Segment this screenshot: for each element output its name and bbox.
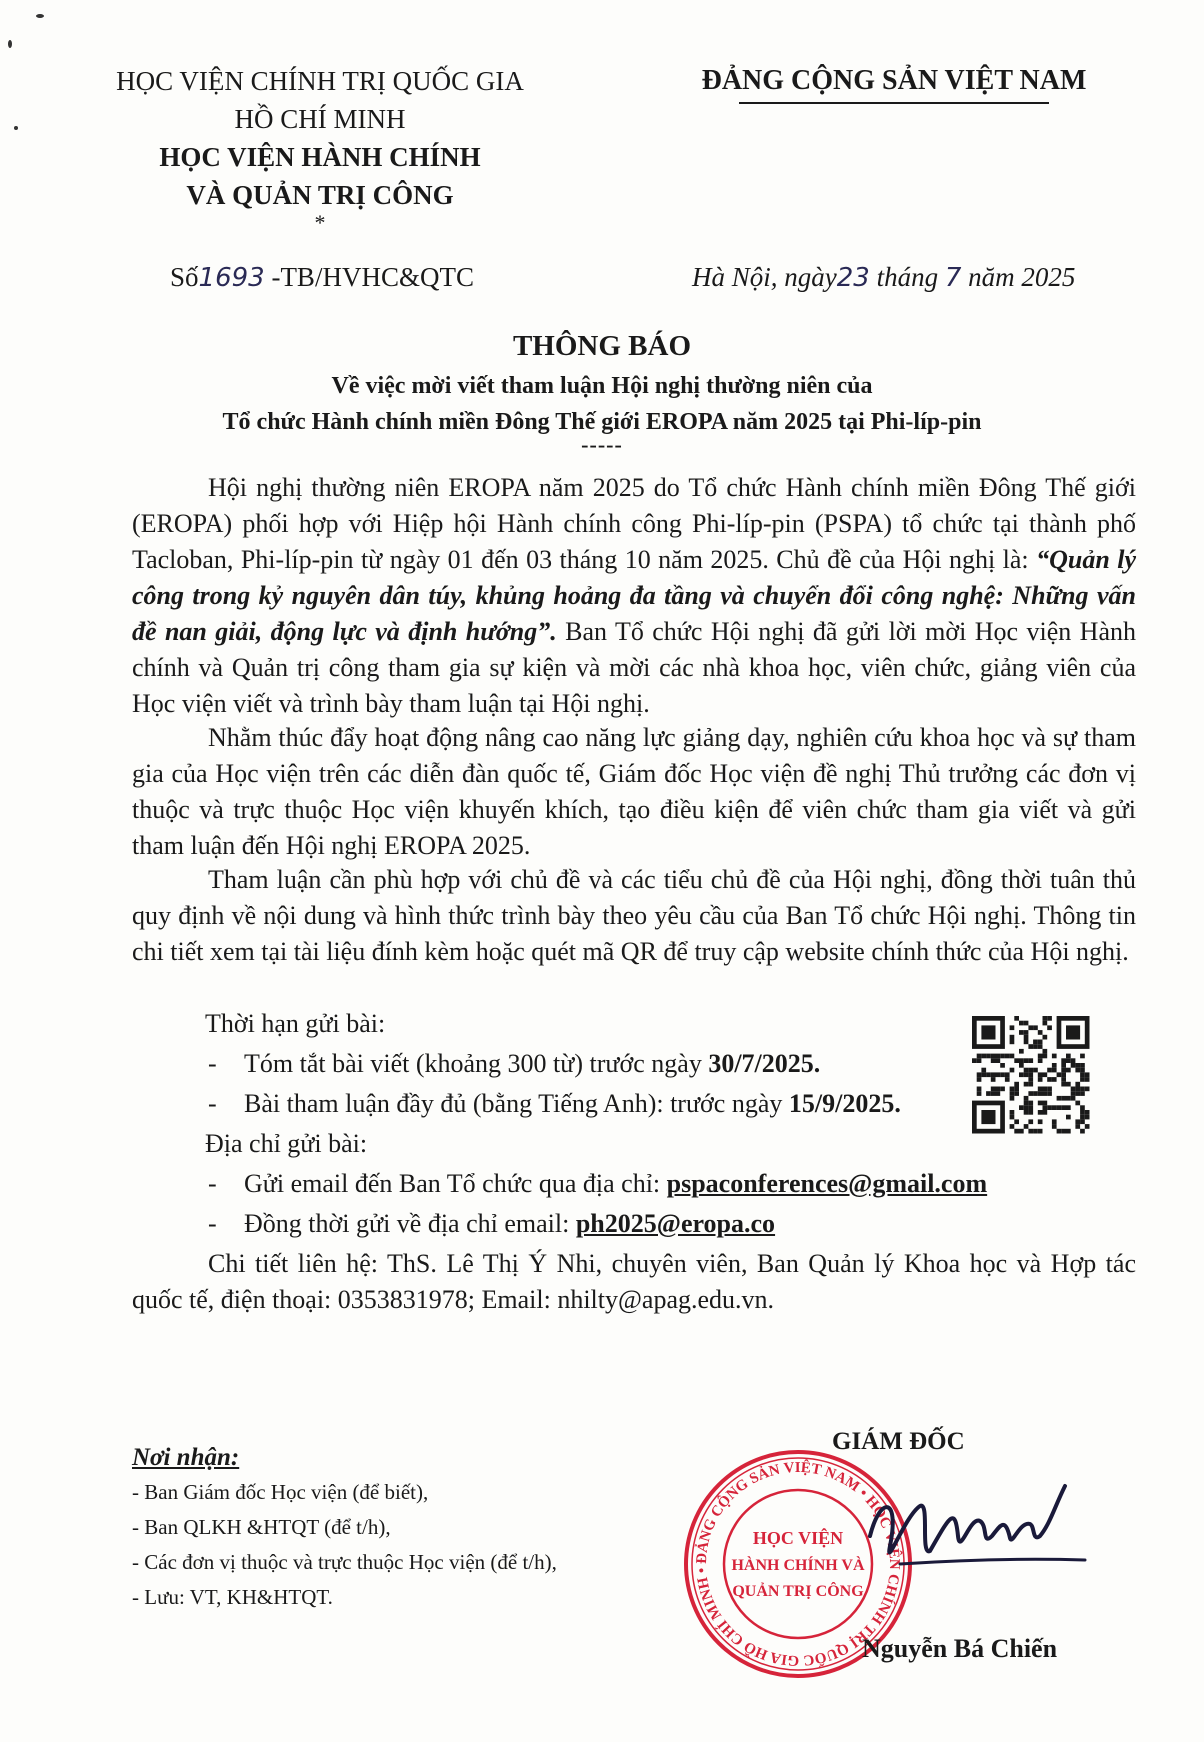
scan-speck [36, 14, 44, 18]
party-title-underline [739, 102, 1049, 104]
issuing-agency-block [110, 62, 530, 235]
party-header [664, 62, 1124, 104]
handwritten-signature-icon [860, 1476, 1090, 1586]
deadline-text: Tóm tắt bài viết (khoảng 300 từ) trước ngày [244, 1049, 709, 1078]
bullet-marker: - [208, 1089, 217, 1118]
email-link[interactable]: pspaconferences@gmail.com [666, 1169, 988, 1198]
subject-line-1: Về việc mời viết tham luận Hội nghị thường niên của [331, 373, 873, 399]
party-title: ĐẢNG CỘNG SẢN VIỆT NAM [701, 65, 1087, 96]
recipients-block [132, 1440, 557, 1615]
address-text: Gửi email đến Ban Tổ chức qua địa chỉ: [244, 1169, 667, 1198]
addresses-label: Địa chỉ gửi bài: [205, 1129, 368, 1158]
intro-text-cont: Ban Tổ chức Hội nghị đã gửi lời mời Học viện Hành chính và Quản trị công tham gia sự kiện và mời các nhà khoa học, viên chức, giảng viên của Học viện viết và trình bày tham luận tại Hội nghị. [132, 617, 1137, 718]
recipient-item: - Lưu: VT, KH&HTQT. [132, 1585, 333, 1609]
seal-line-1: HỌC VIỆN [752, 1528, 844, 1548]
bullet-marker: - [208, 1049, 217, 1078]
agency-parent-name-cont: HỒ CHÍ MINH [234, 104, 406, 134]
recipients-label: Nơi nhận: [132, 1444, 240, 1471]
doc-number-handwritten: 1693 [198, 263, 265, 293]
contact-paragraph: Chi tiết liên hệ: ThS. Lê Thị Ý Nhi, chuyên viên, Ban Quản lý Khoa học và Hợp tác quốc tế, điện thoại: 0353831978; Email: nhilty@apag.edu.vn. [132, 1249, 1136, 1314]
date-prefix: Hà Nội, ngày [692, 262, 837, 292]
document-title: THÔNG BÁO [512, 330, 692, 362]
seal-line-2: HÀNH CHÍNH VÀ [731, 1557, 865, 1574]
address-text: Đồng thời gửi về địa chỉ email: [244, 1209, 576, 1238]
paragraph-encouragement: Nhằm thúc đẩy hoạt động nâng cao năng lực giảng dạy, nghiên cứu khoa học và sự tham gia của Học viện trên các diễn đàn quốc tế, Giám đốc Học viện đề nghị Thủ trưởng các đơn vị thuộc và trực thuộc Học viện khuyến khích, tạo điều kiện để viên chức tham gia viết và gửi tham luận đến Hội nghị EROPA 2025. [132, 723, 1136, 860]
document-number [170, 262, 474, 293]
recipient-item: - Ban Giám đốc Học viện (để biết), [132, 1480, 429, 1504]
address-item [208, 1166, 987, 1202]
seal-ring-text: ĐẢNG CỘNG SẢN VIỆT NAM • HỌC VIỆN CHÍNH TRỊ QUỐC GIA HỒ CHÍ MINH • [693, 1459, 903, 1669]
signer-position: GIÁM ĐỐC [832, 1428, 965, 1455]
deadline-date: 30/7/2025. [708, 1049, 821, 1078]
seal-line-3: QUẢN TRỊ CÔNG [732, 1583, 864, 1600]
recipient-item: - Ban QLKH &HTQT (để t/h), [132, 1515, 391, 1539]
date-month-label: tháng [869, 262, 945, 292]
agency-parent-name: HỌC VIỆN CHÍNH TRỊ QUỐC GIA [116, 66, 524, 96]
email-link[interactable]: ph2025@eropa.co [575, 1209, 776, 1238]
deadline-date: 15/9/2025. [788, 1089, 901, 1118]
bullet-marker: - [208, 1169, 217, 1198]
deadline-text: Bài tham luận đầy đủ (bằng Tiếng Anh): trước ngày [244, 1089, 789, 1118]
conference-theme: “Quản lý công trong kỷ nguyên dân túy, khủng hoảng đa tầng và chuyển đổi công nghệ: Những vấn đề nan giải, động lực và định hướng”. [132, 545, 1136, 646]
scan-speck [14, 126, 18, 130]
deadline-item [208, 1086, 901, 1122]
date-day: 23 [836, 263, 870, 293]
deadlines-label: Thời hạn gửi bài: [205, 1009, 386, 1038]
bullet-marker: - [208, 1209, 217, 1238]
doc-number-prefix: Số [170, 262, 199, 292]
document-subject [0, 368, 1204, 440]
paragraph-intro [132, 470, 1136, 722]
agency-name: HỌC VIỆN HÀNH CHÍNH [159, 142, 481, 172]
header-star: * [314, 210, 326, 235]
doc-number-suffix: -TB/HVHC&QTC [264, 262, 474, 292]
recipients-list [132, 1475, 557, 1615]
qr-code-icon[interactable] [972, 1016, 1094, 1134]
paragraph-requirements: Tham luận cần phù hợp với chủ đề và các tiểu chủ đề của Hội nghị, đồng thời tuân thủ quy định về nội dung và hình thức trình bày theo yêu cầu của Ban Tổ chức Hội nghị. Thông tin chi tiết xem tại tài liệu đính kèm hoặc quét mã QR để truy cập website chính thức của Hội nghị. [132, 865, 1136, 966]
document-date [692, 262, 1075, 293]
agency-name-cont: VÀ QUẢN TRỊ CÔNG [186, 180, 454, 210]
date-month: 7 [944, 263, 962, 293]
subject-line-2: Tổ chức Hành chính miền Đông Thế giới EROPA năm 2025 tại Phi-líp-pin [222, 409, 982, 435]
recipient-item: - Các đơn vị thuộc và trực thuộc Học viện (để t/h), [132, 1550, 557, 1574]
deadline-item [208, 1046, 820, 1082]
address-item [208, 1206, 775, 1242]
scan-speck [8, 40, 12, 48]
date-year: năm 2025 [961, 262, 1076, 292]
signer-name: Nguyễn Bá Chiến [862, 1634, 1058, 1663]
intro-text: Hội nghị thường niên EROPA năm 2025 do Tổ chức Hành chính miền Đông Thế giới (EROPA) phối hợp với Hiệp hội Hành chính công Phi-líp-pin (PSPA) tổ chức tại thành phố Tacloban, Phi-líp-pin từ ngày 01 đến 03 tháng 10 năm 2025. Chủ đề của Hội nghị là: [132, 473, 1136, 574]
title-divider: ----- [581, 432, 623, 457]
